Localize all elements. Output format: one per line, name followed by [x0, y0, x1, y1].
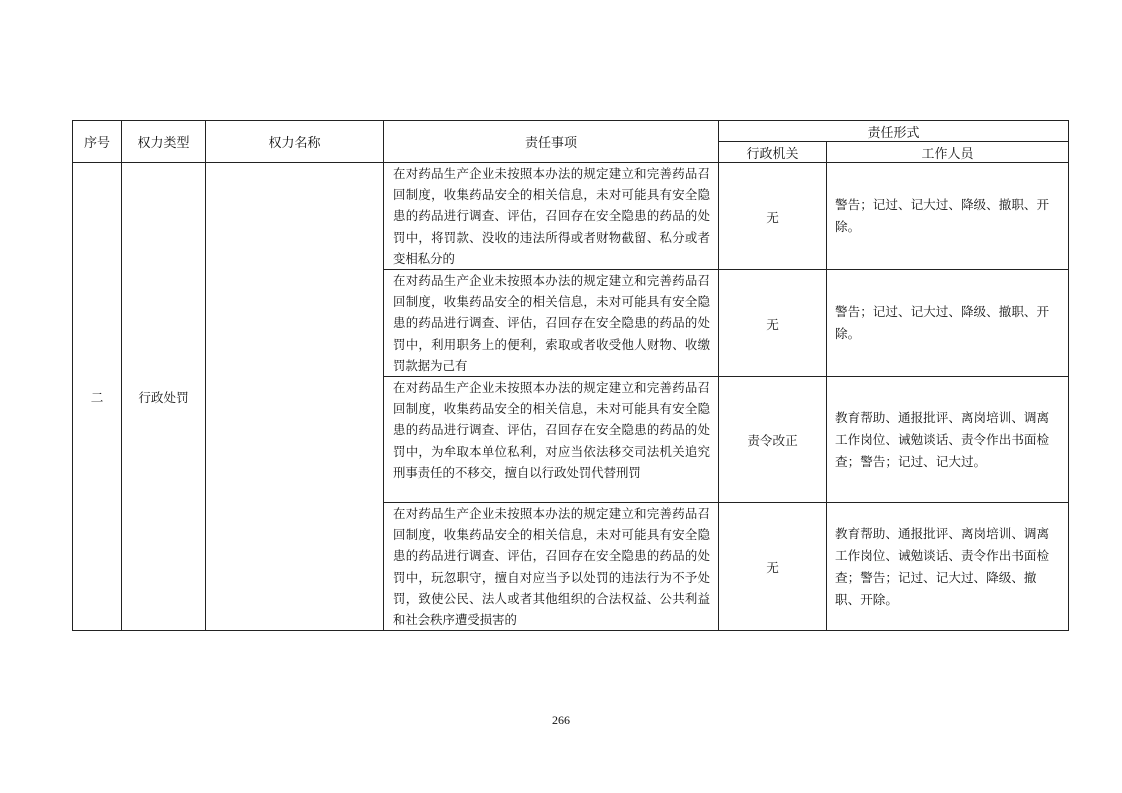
staff-cell: 警告；记过、记大过、降级、撤职、开除。 — [827, 163, 1069, 270]
staff-cell: 警告；记过、记大过、降级、撤职、开除。 — [827, 270, 1069, 377]
header-seq: 序号 — [73, 121, 122, 163]
duty-cell: 在对药品生产企业未按照本办法的规定建立和完善药品召回制度，收集药品安全的相关信息，未对可能具有安全隐患的药品进行调查、评估，召回存在安全隐患的药品的处罚中，利用职务上的便利，索取或者收受他人财物、收缴罚款据为己有 — [384, 270, 719, 377]
seq-cell: 二 — [73, 163, 122, 631]
table-row — [73, 163, 1069, 270]
header-power-type: 权力类型 — [122, 121, 206, 163]
header-agency: 行政机关 — [719, 142, 827, 163]
power-type-cell: 行政处罚 — [122, 163, 206, 631]
page-number: 266 — [552, 713, 570, 727]
header-responsibility-form: 责任形式 — [719, 121, 1069, 142]
agency-cell: 无 — [719, 270, 827, 377]
header-duty: 责任事项 — [384, 121, 719, 163]
staff-cell: 教育帮助、通报批评、离岗培训、调离工作岗位、诫勉谈话、责令作出书面检查；警告；记过、记大过、降级、撤职、开除。 — [827, 503, 1069, 631]
power-responsibility-table — [72, 120, 1069, 631]
staff-cell: 教育帮助、通报批评、离岗培训、调离工作岗位、诫勉谈话、责令作出书面检查；警告；记过、记大过。 — [827, 377, 1069, 503]
duty-cell: 在对药品生产企业未按照本办法的规定建立和完善药品召回制度，收集药品安全的相关信息，未对可能具有安全隐患的药品进行调查、评估，召回存在安全隐患的药品的处罚中，将罚款、没收的违法所得或者财物截留、私分或者变相私分的 — [384, 163, 719, 270]
duty-cell: 在对药品生产企业未按照本办法的规定建立和完善药品召回制度，收集药品安全的相关信息，未对可能具有安全隐患的药品进行调查、评估，召回存在安全隐患的药品的处罚中，玩忽职守，擅自对应当予以处罚的违法行为不予处罚，致使公民、法人或者其他组织的合法权益、公共利益和社会秩序遭受损害的 — [384, 503, 719, 631]
agency-cell: 无 — [719, 163, 827, 270]
header-power-name: 权力名称 — [206, 121, 384, 163]
agency-cell: 无 — [719, 503, 827, 631]
header-staff: 工作人员 — [827, 142, 1069, 163]
agency-cell: 责令改正 — [719, 377, 827, 503]
power-name-cell — [206, 163, 384, 631]
duty-cell: 在对药品生产企业未按照本办法的规定建立和完善药品召回制度，收集药品安全的相关信息，未对可能具有安全隐患的药品进行调查、评估，召回存在安全隐患的药品的处罚中，为牟取本单位私利，对应当依法移交司法机关追究刑事责任的不移交，擅自以行政处罚代替刑罚 — [384, 377, 719, 503]
